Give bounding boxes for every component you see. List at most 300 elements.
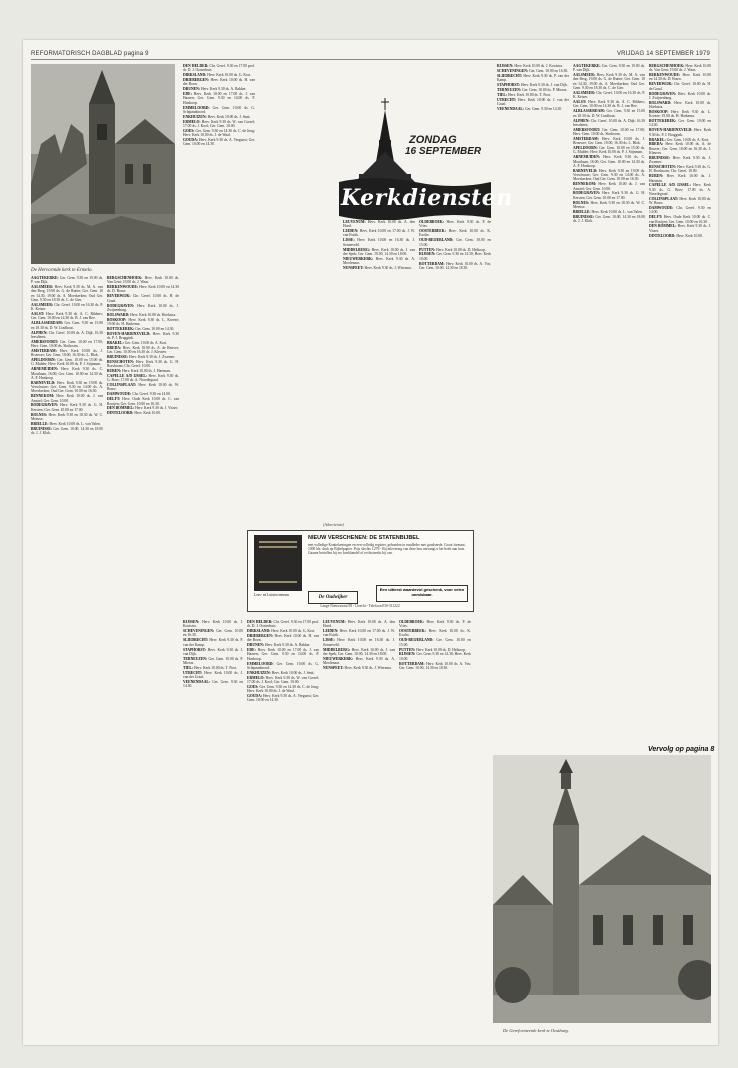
- place-name: BREDA:: [107, 345, 123, 350]
- service-details: Ger. Gem. 9.30 en 19.00 ds. P. van Dijk.: [31, 276, 103, 285]
- church-service-entry: [183, 638, 243, 647]
- place-name: NUNSPEET:: [323, 665, 345, 670]
- church-service-entry: [573, 64, 645, 73]
- service-details: Chr. Geref. 9.30 en 17.00 prof. dr. D. J. Oosterhuis.: [247, 620, 319, 629]
- right-church-photo: [493, 755, 711, 1023]
- place-name: BUNSCHOTEN:: [107, 359, 136, 364]
- place-name: COLIJNSPLAAT:: [649, 196, 680, 201]
- listing-column-2: [107, 276, 179, 1036]
- service-details: Herv. Kerk 10.00 ds. A. Vos; Ger. Gem. 10.00, 14.30 en 18.30.: [399, 661, 471, 670]
- church-service-entry: [323, 629, 395, 638]
- service-details: Herv. Kerk 10.00 ds. J. Smit.: [207, 114, 251, 119]
- church-service-entry: [107, 294, 179, 303]
- place-name: OLDEBROEK:: [419, 220, 447, 224]
- church-service-entry: [31, 358, 103, 367]
- service-details: Herv. Kerk 9.30 ds. P. de Vries.: [419, 220, 491, 229]
- church-service-entry: [107, 304, 179, 313]
- place-name: ROTTERDAM:: [419, 261, 447, 266]
- service-details: Herv. Kerk 10.00 ds. W. Bouw.: [107, 383, 179, 392]
- place-name: BODEGRAVEN:: [107, 303, 138, 308]
- service-details: Ger. Gem. 10.00 en 16.30.: [529, 68, 569, 73]
- church-service-entry: [419, 248, 491, 252]
- service-details: Herv. Kerk 10.00 en 14.30 ds. D. Bouw.: [649, 73, 711, 82]
- service-details: Ger. Gem. 9.30 en 14.30.: [524, 106, 563, 111]
- church-service-entry: [573, 109, 645, 118]
- place-name: AMSTERDAM:: [573, 136, 602, 141]
- place-name: AMSTERDAM:: [31, 348, 60, 353]
- place-name: DAMWOUDE:: [107, 392, 133, 397]
- place-name: CAPELLE A/D IJSSEL:: [107, 373, 149, 378]
- church-service-entry: [107, 383, 179, 392]
- service-details: Herv. Kerk 10.00 ds. J. Zwijnenburg.: [107, 303, 179, 312]
- church-service-entry: [323, 638, 395, 647]
- church-service-entry: [323, 620, 395, 629]
- church-service-entry: [649, 101, 711, 110]
- service-details: Chr. Geref. 9.30 en 14.00.: [132, 392, 171, 397]
- church-service-entry: [31, 367, 103, 380]
- church-service-entry: [31, 427, 103, 436]
- service-details: Herv. Kerk 9.30 ds. M. A. van den Berg, 19.00 ds. G. de Ruiter; Ger. Gem. 10 en 14.30, 19.00 ds. A. Moerkerken; Oud Ger. Gem. 9.30 en 18.30 ds. C. de Gier.: [31, 285, 103, 303]
- masthead-day: ZONDAG: [409, 134, 457, 146]
- church-service-entry: [419, 229, 491, 238]
- place-name: BREDA:: [649, 142, 666, 147]
- service-details: Ger. Gem. 10.00, 14.30 en 18.00 ds. J. J. Klok.: [573, 214, 645, 223]
- service-details: Ger. Gem. 9.30 en 14.30.: [183, 680, 243, 689]
- service-details: Herv. Kerk 10.00 ds. J. Kooistra.: [183, 620, 243, 629]
- service-details: Ger. Gem. 10.00 en 15.00 ds. G. Mulder; Herv. Kerk 10.00 ds. P. J. Stijnman.: [31, 358, 103, 367]
- church-service-entry: [573, 201, 645, 210]
- place-name: DRIEBERGEN:: [247, 634, 275, 639]
- place-name: LISSE:: [323, 638, 338, 643]
- advertisement-label: (Advertentie): [323, 522, 345, 527]
- service-details: Ger. Gem. 10.00 ds. G. Schipaanboord.: [183, 105, 255, 114]
- service-details: Ger. Gem. 10.00 ds. G. Schipaanboord.: [247, 661, 319, 670]
- place-name: LEUVENUM:: [343, 220, 368, 224]
- church-service-entry: [183, 73, 255, 77]
- church-service-entry: [649, 174, 711, 183]
- service-details: Ger. Gem. 10.00 ds. A. Kort.: [124, 340, 168, 345]
- place-name: NUNSPEET:: [343, 265, 365, 270]
- service-details: Herv. Kerk 10.00 ds. H. van der Boon.: [183, 78, 255, 87]
- listing-column-1: [31, 276, 103, 1036]
- church-service-entry: [183, 115, 255, 119]
- place-name: GOUDA:: [247, 694, 263, 699]
- newspaper-page: [23, 40, 718, 1045]
- church-service-entry: [107, 341, 179, 345]
- church-service-entry: [107, 406, 179, 410]
- column-entries: [183, 620, 243, 689]
- service-details: Herv. Kerk 9.30 ds. A. C. Ribbers; Ger. Gem. 10.00 en 14.30 ds. B. J. van Ree.: [573, 100, 645, 109]
- place-name: BRAKEL:: [107, 340, 125, 345]
- place-name: GOES:: [183, 128, 196, 133]
- church-service-entry: [323, 657, 395, 666]
- place-name: APELDOORN:: [31, 358, 58, 363]
- service-details: Herv. Kerk 10.00 ds. T. Poot.: [507, 92, 552, 97]
- church-service-entry: [107, 327, 179, 331]
- listing-column-7: [573, 64, 645, 754]
- service-details: Herv. Kerk 9.30 ds. P. de Vries.: [399, 620, 471, 629]
- church-service-entry: [573, 137, 645, 146]
- church-service-entry: [649, 165, 711, 174]
- service-details: Herv. Kerk 9.30 ds. G. H. Kersten; Ger. Gem. 10.00 en 17.00.: [573, 191, 645, 200]
- church-service-entry: [419, 252, 491, 261]
- service-details: Ger. Gem. 10.00 ds. A. Kort.: [666, 137, 710, 142]
- place-name: SLIEDRECHT:: [497, 73, 524, 78]
- place-name: DINTELOORD:: [649, 233, 677, 238]
- service-details: Herv. Kerk 9.30 ds. G. H. Borsboom; Chr. Geref. 10.00.: [649, 165, 711, 174]
- church-service-entry: [183, 120, 255, 129]
- place-name: PUTTEN:: [399, 647, 417, 652]
- service-details: Herv. Kerk 10.00 en 16.30 ds. J. Sonneveld.: [343, 238, 415, 247]
- place-name: LEIDEN:: [323, 629, 340, 634]
- service-details: Ger. Gem. 10.00, 14.30 en 18.00 ds. J. J. Klok.: [31, 426, 103, 435]
- church-service-entry: [419, 220, 491, 229]
- service-details: Herv. Oude Kerk 10.00 ds. C. van Rooijen; Ger. Gem. 10.00 en 16.30.: [649, 215, 711, 224]
- column-entries: [399, 620, 471, 670]
- church-service-entry: [183, 671, 243, 680]
- church-service-entry: [183, 620, 243, 629]
- church-service-entry: [107, 392, 179, 396]
- place-name: BEVERWIJK:: [107, 294, 133, 299]
- place-name: BENNEKOM:: [573, 182, 599, 187]
- church-service-entry: [573, 215, 645, 224]
- service-details: Herv. Kerk 10.00 ds. H. van der Boon.: [247, 634, 319, 643]
- place-name: ARNEMUIDEN:: [31, 367, 62, 372]
- church-service-entry: [573, 210, 645, 214]
- service-details: Herv. Kerk 10.00 ds. J. Smit.: [271, 670, 315, 675]
- church-service-entry: [497, 74, 569, 83]
- place-name: BRAKEL:: [649, 137, 667, 142]
- service-details: Herv. Kerk 10.00 ds. A. Vos; Ger. Gem. 10.00, 14.30 en 18.30.: [419, 261, 491, 270]
- service-details: Herv. Kerk 9.30 ds. P. van der Kamp.: [183, 638, 243, 647]
- listing-column-12: [183, 620, 243, 1035]
- place-name: DEN HELDER:: [247, 620, 274, 624]
- service-details: Ger. Gem. 10.00 ds. P. Mieras.: [183, 656, 243, 666]
- place-name: BOLSWARD:: [107, 312, 131, 317]
- place-name: BODEGRAVEN:: [31, 403, 61, 408]
- place-name: NIEUWERKERK:: [343, 256, 376, 261]
- church-service-entry: [649, 119, 711, 128]
- listing-column-8: [649, 64, 711, 739]
- place-name: ERMELO:: [183, 119, 202, 124]
- place-name: GOUDA:: [183, 138, 199, 143]
- service-details: Chr. Geref. 10.00 en 16.30 ds. P. K. Keizer.: [573, 90, 645, 100]
- place-name: DINTELOORD:: [107, 411, 135, 416]
- church-service-entry: [649, 206, 711, 215]
- place-name: BRIELLE:: [31, 421, 50, 426]
- church-service-entry: [399, 638, 471, 647]
- church-service-entry: [247, 620, 319, 629]
- church-service-entry: [419, 262, 491, 271]
- service-details: Herv. Kerk 9.30 ds. J. Visser.: [135, 406, 178, 411]
- service-details: Ger. Gem. 9.30 en 14.30; Herv. Kerk 10.00.: [419, 252, 491, 261]
- service-details: Chr. Geref. 9.30 en 14.00.: [649, 206, 711, 215]
- service-details: Ger. Gem. 9.30 en 15.00 en 18.30 ds. D. W. Lindhout.: [31, 321, 103, 330]
- service-details: Herv. Kerk 9.30 ds. J. van Dijk.: [520, 82, 568, 87]
- church-service-entry: [247, 676, 319, 685]
- service-details: Herv. Kerk 9.30 ds. J. Wiersma.: [364, 265, 412, 270]
- service-details: Herv. Kerk 10.00 ds. A. den Hoed.: [323, 620, 395, 629]
- church-service-entry: [31, 403, 103, 412]
- place-name: ENKHUIZEN:: [247, 670, 272, 675]
- service-details: Herv. Kerk 10.00 ds. A. de Reuver; Ger. Gem. 10.00 en 16.30 ds. J. Kleuver.: [649, 142, 711, 155]
- service-details: Herv. Kerk 9.30 ds. G. H. Kersten; Ger. Gem. 10.00 en 17.00.: [31, 403, 103, 412]
- service-details: Herv. Kerk 9.30 ds. L. Kroeze; 19.00 ds. H. Harkema.: [649, 109, 711, 119]
- service-details: Ger. Gem. 9.30 en 14.30; Herv. Kerk 10.00.: [399, 652, 471, 661]
- church-service-entry: [343, 257, 415, 266]
- ad-logo: De Oudwijker: [308, 591, 358, 604]
- church-service-entry: [107, 346, 179, 355]
- service-details: Herv. Kerk 10.00 ds. Van Gent; 19.00 ds. J. Waas.: [649, 64, 711, 73]
- service-details: Herv. Kerk 10.00 ds. A. den Hoed.: [343, 220, 415, 229]
- service-details: Herv. Kerk 10.00 ds. A. de Reuver; Ger. Gem. 10.00 en 16.30 ds. J. Kleuver.: [107, 345, 179, 355]
- ad-address: Lange Nieuwstraat 98 - Utrecht - Telefoon 030-311222: [320, 604, 400, 608]
- ad-slogan-box: Een uitterst waardevol geschenk, voor velen onmisbaar.: [376, 585, 468, 602]
- church-service-entry: [107, 355, 179, 359]
- place-name: BOSKOOP:: [649, 109, 672, 114]
- service-details: Chr. Geref. 9.30 en 17.00 prof. dr. D. J. Oosterhuis.: [183, 64, 255, 73]
- service-details: Herv. Kerk 9.30 ds. P. van der Kamp.: [497, 73, 569, 83]
- place-name: BUREN:: [107, 369, 123, 374]
- place-name: RIJSSEN:: [183, 620, 203, 624]
- service-details: Ger. Gem. 9.30 en 14.30 ds. C. de Jong; Herv. Kerk 10.00 ds. J. de Waal.: [247, 684, 319, 694]
- church-service-entry: [649, 92, 711, 101]
- service-details: Herv. Kerk 9.30 ds. W. van Gorsel; 17.00 ds. J. Kool; Ger. Gem. 10.00.: [183, 119, 255, 129]
- service-details: Herv. Kerk 10.00 ds. J. Hartman.: [649, 174, 711, 183]
- left-church-photo: [31, 64, 175, 264]
- place-name: BOVEN-HARDINXVELD:: [107, 331, 153, 336]
- church-service-entry: [497, 64, 569, 68]
- church-service-entry: [247, 643, 319, 647]
- service-details: Herv. Kerk 10.00 en 16.30 ds. J. Sonneveld.: [323, 638, 395, 647]
- church-service-entry: [573, 73, 645, 90]
- place-name: STAPHORST:: [497, 82, 521, 87]
- ad-headline: NIEUW VERSCHENEN: DE STATENBIJBEL: [308, 535, 420, 541]
- place-name: AALSMEER:: [31, 285, 55, 290]
- place-name: AALSMEER:: [573, 90, 597, 95]
- church-service-entry: [649, 215, 711, 224]
- church-service-entry: [573, 155, 645, 168]
- place-name: OOSTERBEEK:: [399, 629, 429, 634]
- service-details: Herv. Kerk 9.30 ds. J. Zwemer.: [129, 354, 176, 359]
- masthead-title: Kerkdiensten: [341, 185, 513, 211]
- place-name: OOSTERBEEK:: [419, 229, 449, 234]
- place-name: BARNEVELD:: [31, 380, 58, 385]
- place-name: BOTTEKEREK:: [107, 326, 136, 331]
- church-service-entry: [399, 648, 471, 652]
- service-details: Ger. Gem. 10.00 en 17.00; Herv. Gem. 10.00 ds. Slotboom.: [573, 127, 645, 137]
- service-details: Herv. Kerk 9.30 en 19.00 ds. Verschuure; Ger. Gem. 9.30 en 14.00 ds. A. Moerkerken; Oud Ger. Gem. 10.00 en 16.30.: [31, 380, 103, 394]
- service-details: Ger. Gem. 10.00 en 17.00; Herv. Gem. 10.00 ds. Slotboom.: [31, 339, 103, 349]
- place-name: AALST:: [31, 312, 47, 317]
- place-name: PUTTEN:: [419, 247, 437, 252]
- place-name: TERNEUZEN:: [183, 656, 209, 661]
- place-name: EMMELOORD:: [183, 105, 213, 110]
- ad-body: met volledige Kanttekeningen en een volledig register, gebonden in rundleder met goudsnede. Groot formaat, 1000 blz. druk op Bijbelpapier. Prijs slechts f 279.- Bij inlevering van deze bon ontvangt u het boek aan huis. Gaarne bestellen bij uw boekhandel of rechtstreeks bij ons.: [308, 543, 466, 556]
- place-name: ALPHEN:: [573, 118, 591, 123]
- service-details: Chr. Geref. 10.00 ds. A. Dijk; 16.30 leesdienst.: [31, 330, 103, 339]
- place-name: BOSKOOP:: [107, 317, 129, 322]
- service-details: Herv. Kerk 9.30 ds. C. Mouthaan, 16.00; Ger. Gem. 10.00 en 14.30 ds. A. F. Honkoop.: [31, 367, 103, 380]
- church-service-entry: [107, 397, 179, 406]
- service-details: Herv. Kerk 10.00 en 17.00 ds. J. W. van Estrik.: [343, 229, 415, 238]
- service-details: Herv. Kerk 10.00 en 17.00 ds. J. W. van Estrik.: [323, 629, 395, 638]
- service-details: Herv. Kerk 10.00 ds. Hoekstra.: [130, 312, 177, 317]
- place-name: ROTTERDAM:: [399, 661, 427, 666]
- place-name: RIJSSEN:: [497, 64, 515, 68]
- service-details: Herv. Kerk 9.30 ds. L. Kroeze; 19.00 ds. H. Harkema.: [107, 317, 179, 326]
- place-name: DELFT:: [649, 215, 664, 220]
- church-service-entry: [649, 183, 711, 196]
- place-name: AALSMEER:: [31, 302, 55, 307]
- church-service-entry: [573, 146, 645, 155]
- column-entries: [183, 64, 255, 147]
- church-service-entry: [31, 422, 103, 426]
- service-details: Herv. Kerk 9.30 ds. A. Bakker.: [200, 87, 247, 92]
- service-details: Herv. Kerk 10.00 ds. J. van der Spek; Ger. Gem. 10.00, 14.30 en 18.00.: [343, 247, 415, 256]
- service-details: Herv. Kerk 10.00 ds. J. van der Graaf.: [183, 670, 243, 680]
- service-details: Chr. Geref. 10.00 ds. A. Dijk; 16.30 leesdienst.: [573, 118, 645, 127]
- place-name: BENNEKOM:: [31, 394, 57, 399]
- church-service-entry: [247, 662, 319, 671]
- church-service-entry: [107, 411, 179, 415]
- place-name: DRUNEN:: [183, 87, 201, 92]
- church-service-entry: [183, 629, 243, 638]
- place-name: LEIDEN:: [343, 229, 360, 234]
- service-details: Ger. Gem. 9.30 en 19.00 ds. P. van Dijk.: [573, 64, 645, 73]
- place-name: BRUINISSE:: [107, 354, 130, 359]
- place-name: BODEGRAVEN:: [649, 91, 678, 96]
- column-entries: [649, 64, 711, 238]
- church-service-entry: [323, 648, 395, 657]
- church-service-entry: [649, 156, 711, 165]
- column-entries: [573, 64, 645, 223]
- service-details: Herv. Kerk 9.30 ds. A. C. Ribbers; Ger. Gem. 10.00 en 14.30 ds. B. J. van Ree.: [31, 312, 103, 321]
- church-service-entry: [343, 248, 415, 257]
- place-name: ALBLASSERDAM:: [573, 109, 607, 114]
- church-service-entry: [399, 662, 471, 671]
- column-entries: [31, 276, 103, 435]
- service-details: Herv. Kerk 9.30 ds. A. Moolenaar.: [343, 256, 415, 266]
- service-details: Ger. Gem. 9.30 en 14.30 ds. C. de Jong; Herv. Kerk 10.00 ds. J. de Waal.: [183, 128, 255, 138]
- church-service-entry: [399, 620, 471, 629]
- listing-column-4: [343, 220, 415, 520]
- church-service-entry: [573, 91, 645, 100]
- service-details: Herv. Kerk 9.30 ds. J. Zwemer.: [649, 155, 711, 165]
- place-name: BOTTEKEREK:: [649, 119, 679, 124]
- service-details: Herv. Kerk 9.30 en 19.00 ds. Verschuure; Ger. Gem. 9.30 en 14.00 ds. A. Moerkerken; Oud Ger. Gem. 10.00 en 16.30.: [573, 168, 645, 182]
- column-entries: [419, 220, 491, 270]
- place-name: BODEGRAVEN:: [573, 191, 603, 196]
- place-name: DELFT:: [107, 397, 123, 402]
- church-service-entry: [343, 266, 415, 270]
- service-details: Ger. Gem. 10.00 en 16.30.: [183, 629, 243, 638]
- service-details: Herv. Kerk 10.00 ds. D. Heikoop.: [416, 647, 466, 652]
- church-service-entry: [31, 349, 103, 358]
- church-service-entry: [573, 119, 645, 128]
- place-name: AAGTEKERKE:: [31, 276, 60, 280]
- place-name: BERGSCHENHOEK:: [107, 276, 145, 280]
- service-details: Herv. Kerk 9.30 ds. P. J. Bruggink.: [107, 331, 179, 341]
- place-name: BOLSWARD:: [649, 100, 675, 105]
- place-name: COLIJNSPLAAT:: [107, 383, 139, 388]
- church-service-entry: [183, 92, 255, 105]
- place-name: ALPHEN:: [31, 330, 49, 335]
- service-details: Chr. Geref. 10.00 ds. H. de Graaf.: [107, 294, 179, 303]
- masthead-date: 16 SEPTEMBER: [405, 146, 482, 157]
- church-service-entry: [649, 73, 711, 82]
- church-service-entry: [31, 381, 103, 394]
- church-service-entry: [31, 321, 103, 330]
- place-name: MIDDELBURG:: [343, 247, 372, 252]
- place-name: GOES:: [247, 684, 260, 689]
- church-service-entry: [31, 340, 103, 349]
- place-name: DIRKSLAND:: [183, 73, 208, 78]
- church-service-entry: [247, 648, 319, 661]
- service-details: Herv. Kerk 10.00 ds. J. Zwijnenburg.: [649, 91, 711, 100]
- church-service-entry: [649, 197, 711, 206]
- church-service-entry: [107, 318, 179, 327]
- listing-column-9: [247, 620, 319, 1035]
- left-photo-caption: De Hervormde kerk te Ermelo.: [31, 268, 93, 273]
- service-details: Herv. Kerk 9.30 ds. J. Wiersma.: [344, 665, 392, 670]
- place-name: TERNEUZEN:: [497, 87, 523, 92]
- church-service-entry: [649, 138, 711, 142]
- place-name: EDE:: [183, 92, 194, 97]
- place-name: BRUINISSE:: [31, 426, 54, 431]
- place-name: BOLNES:: [573, 200, 591, 205]
- service-details: Herv. Kerk 9.30 en 18.30 ds. W. C. Meeuse.: [31, 412, 103, 421]
- column-entries: [107, 276, 179, 416]
- service-details: Herv. Kerk 9.30 ds. A. Moolenaar.: [323, 656, 395, 666]
- place-name: AALST:: [573, 100, 589, 105]
- service-details: Ger. Gem. 10.00 ds. P. Mieras.: [522, 87, 568, 92]
- service-details: Herv. Kerk 9.30 ds. J. van Dijk.: [183, 647, 243, 656]
- church-service-entry: [343, 238, 415, 247]
- place-name: OLDEBROEK:: [399, 620, 427, 624]
- place-name: TIEL:: [183, 665, 194, 670]
- place-name: ARNEMUIDEN:: [573, 155, 604, 160]
- church-service-entry: [31, 413, 103, 422]
- church-service-entry: [31, 394, 103, 403]
- place-name: CAPELLE A/D IJSSEL:: [649, 183, 694, 188]
- place-name: RIJSSEN:: [419, 252, 437, 257]
- church-service-entry: [497, 107, 569, 111]
- place-name: BRUINISSE:: [649, 155, 673, 160]
- place-name: ALBLASSERDAM:: [31, 321, 65, 326]
- church-service-entry: [343, 229, 415, 238]
- church-service-entry: [247, 634, 319, 643]
- place-name: SCHEVENINGEN:: [497, 68, 530, 73]
- church-service-entry: [247, 685, 319, 694]
- church-service-entry: [183, 666, 243, 670]
- church-service-entry: [649, 64, 711, 73]
- place-name: EMMELOORD:: [247, 661, 277, 666]
- church-service-entry: [497, 93, 569, 97]
- place-name: ERMELO:: [247, 675, 266, 680]
- place-name: OUD-BEIJERLAND:: [399, 638, 437, 643]
- column-entries: [343, 220, 415, 270]
- service-details: Chr. Geref. 10.00 en 16.30 ds. P. K. Keizer.: [31, 302, 103, 312]
- church-service-entry: [183, 64, 255, 73]
- place-name: DRUNEN:: [247, 643, 265, 648]
- service-details: Herv. Kerk 10.00 ds. D. Heikoop.: [436, 247, 486, 252]
- service-details: Herv. Kerk 10.00 ds. K. Exalto.: [399, 629, 471, 638]
- church-service-entry: [573, 169, 645, 182]
- church-service-entry: [573, 128, 645, 137]
- service-details: Herv. Kerk 9.30 ds. A. Vergunst; Ger. Gem. 10.00 en 14.30.: [183, 138, 255, 147]
- column-entries: [247, 620, 319, 703]
